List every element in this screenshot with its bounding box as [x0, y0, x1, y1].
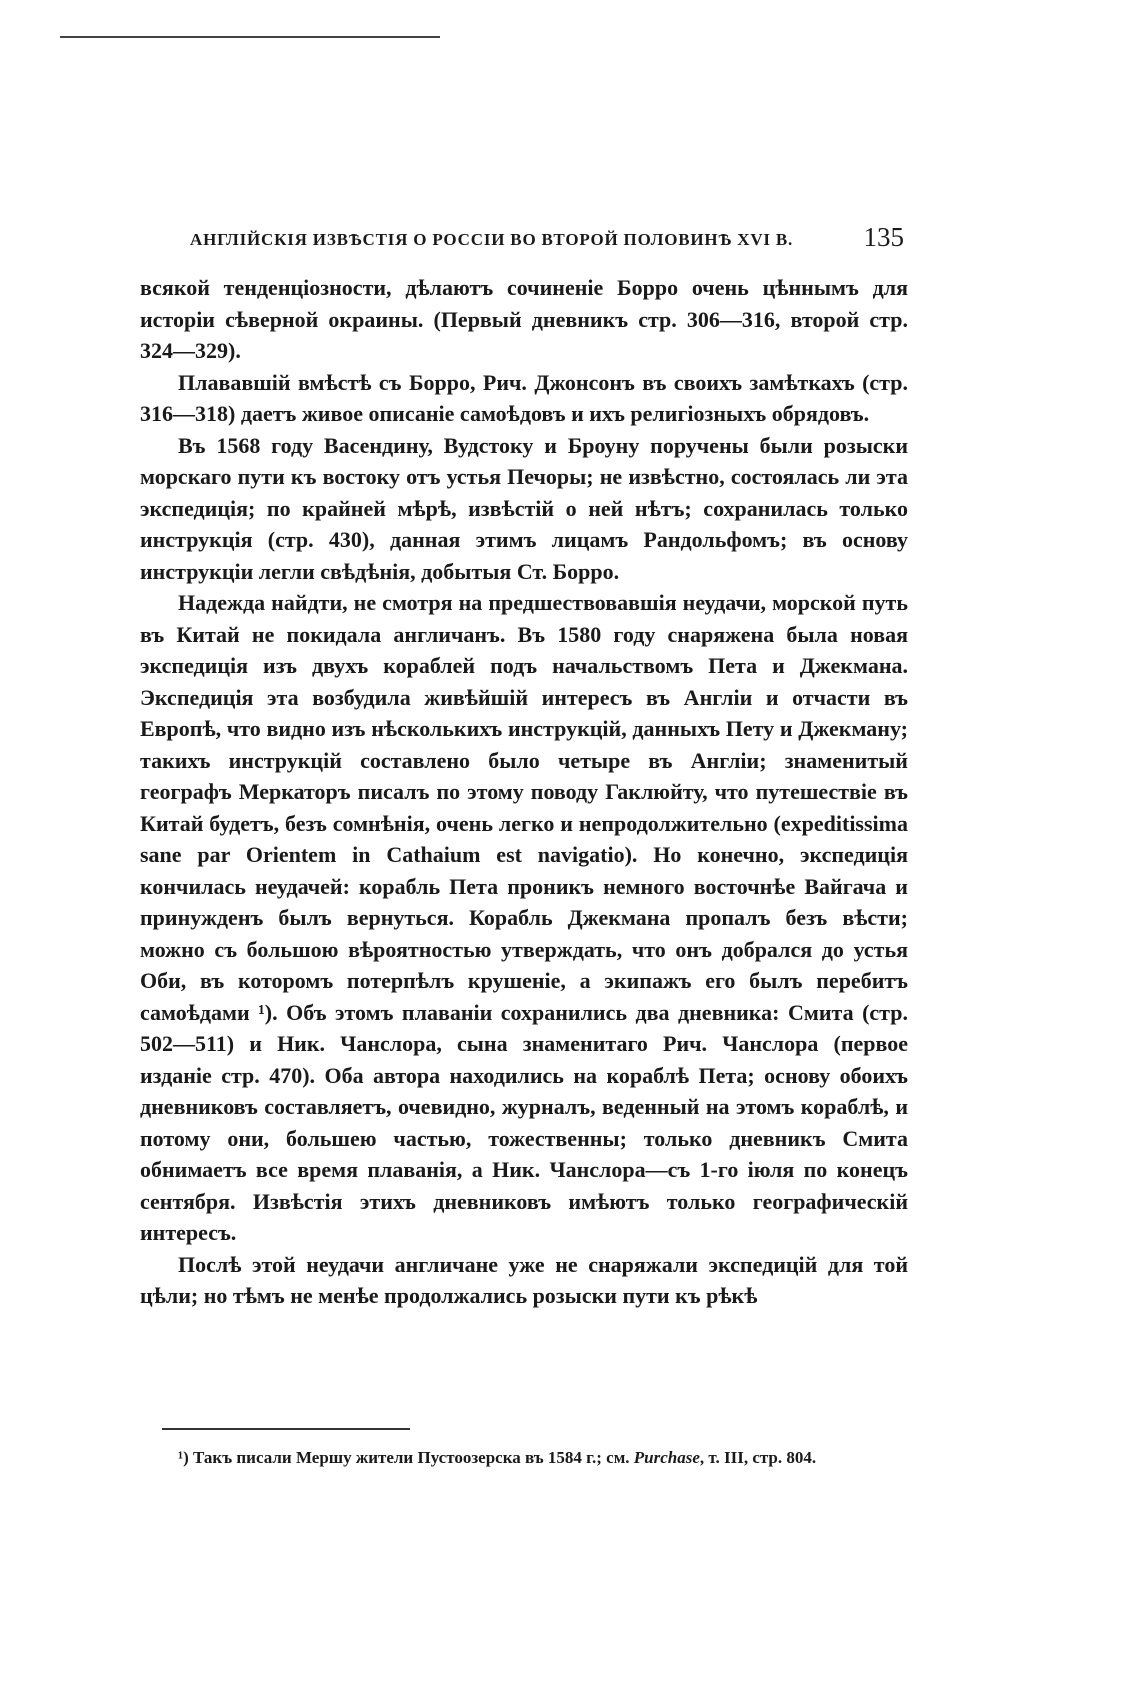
footnote: [140, 1444, 908, 1472]
paragraph-3: Въ 1568 году Васендину, Вудстоку и Броуну поручены были розыски морскаго пути къ востоку отъ устья Печоры; не извѣстно, состоялась ли эта экспедиція; по крайней мѣрѣ, извѣстій о ней нѣтъ; сохранилась только инструкція (стр. 430), данная этимъ лицамъ Рандольфомъ; въ основу инструкціи легли свѣдѣнія, добытыя Ст. Борро.: [140, 432, 908, 584]
footnote-text: ¹) Такъ писали Мершу жители Пустоозерска въ 1584 г.; см.: [178, 1448, 634, 1467]
footnote-text-end: , т. III, стр. 804.: [699, 1448, 817, 1467]
paragraph-2: Плававшій вмѣстѣ съ Борро, Рич. Джонсонъ въ своихъ замѣткахъ (стр. 316—318) даетъ живое описаніе самоѣдовъ и ихъ религіозныхъ обрядовъ.: [140, 369, 908, 426]
body-text: [140, 272, 908, 1312]
running-header: [140, 218, 908, 258]
paragraph-1: всякой тенденціозности, дѣлаютъ сочиненіе Борро очень цѣннымъ для исторіи сѣверной окраины. (Первый дневникъ стр. 306—316, второй стр. 324—329).: [140, 275, 908, 363]
paragraph-4: Надежда найдти, не смотря на предшествовавшія неудачи, морской путь въ Китай не покидала англичанъ. Въ 1580 году снаряжена была новая экспедиція изъ двухъ кораблей подъ начальствомъ Пета и Джекмана. Экспедиція эта возбудила живѣйшій интересъ въ Англіи и отчасти въ Европѣ, что видно изъ нѣсколькихъ инструкцій, данныхъ Пету и Джекману; такихъ инструкцій составлено было четыре въ Англіи; знаменитый географъ Меркаторъ писалъ по этому поводу Гаклюйту, что путешествіе въ Китай будетъ, безъ сомнѣнія, очень легко и непродолжительно (expeditissima sane par Orientem in Cathaium est navigatio). Но конечно, экспедиція кончилась неудачей: корабль Пета проникъ немного восточнѣе Вайгача и принужденъ былъ вернуться. Корабль Джекмана пропалъ безъ вѣсти; можно съ большою вѣроятностью утверждать, что онъ добрался до устья Оби, въ которомъ потерпѣлъ крушеніе, а экипажъ его былъ перебитъ самоѣдами ¹). Объ этомъ плаваніи сохранились два дневника: Смита (стр. 502—511) и Ник. Чанслора, сына знаменитаго Рич. Чанслора (первое изданіе стр. 470). Оба автора находились на кораблѣ Пета; основу обоихъ дневниковъ составляетъ, очевидно, журналъ, веденный на этомъ кораблѣ, и потому они, большею частью, тожественны; только дневникъ Смита обнимаетъ все время плаванія, а Ник. Чанслора—съ 1-го іюля по конецъ сентября. Извѣстія этихъ дневниковъ имѣютъ только географическій интересъ.: [140, 590, 908, 1245]
paragraph-5: Послѣ этой неудачи англичане уже не снаряжали экспедицій для той цѣли; но тѣмъ не менѣе продолжались розыски пути къ рѣкѣ: [140, 1251, 908, 1308]
page-number: 135: [863, 222, 904, 252]
footnote-rule: [162, 1428, 410, 1430]
running-title: АНГЛІЙСКІЯ ИЗВѢСТІЯ О РОССІИ ВО ВТОРОЙ ПОЛОВИНѢ XVI В.: [190, 230, 794, 249]
footnote-source: Purchase: [633, 1448, 700, 1467]
top-rule: [60, 36, 440, 38]
